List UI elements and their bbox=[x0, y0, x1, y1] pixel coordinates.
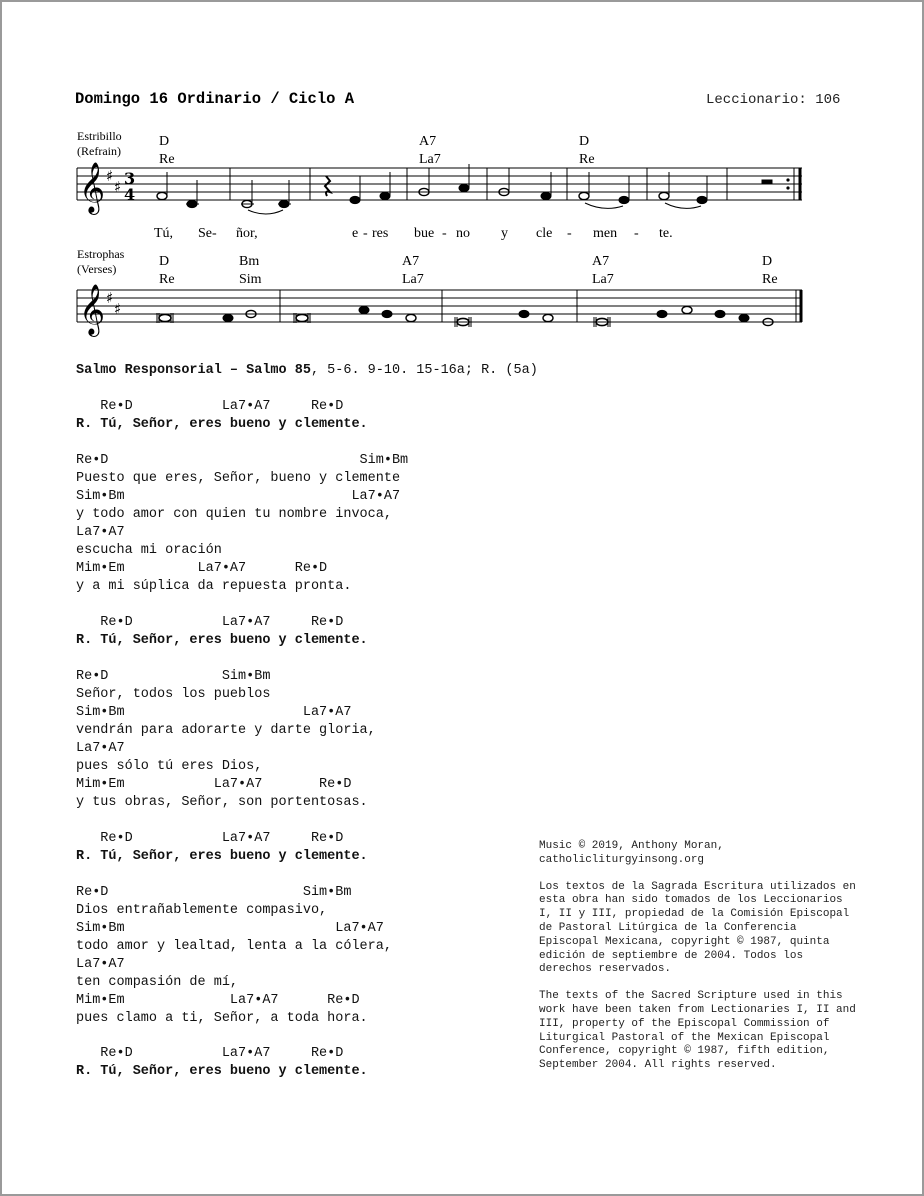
chord-line: La7•A7 bbox=[76, 525, 125, 540]
lyric-syllable: te. bbox=[659, 226, 673, 241]
chord-name: Bm bbox=[239, 254, 260, 269]
chord-line: Mim•Em La7•A7 Re•D bbox=[76, 777, 352, 792]
chord-line: Re•D Sim•Bm bbox=[76, 885, 352, 900]
verses-label-en: (Verses) bbox=[77, 262, 117, 276]
lyric-syllable: ñor, bbox=[236, 226, 258, 241]
lyric-syllable: e bbox=[352, 226, 359, 241]
refrain-block bbox=[76, 1045, 368, 1081]
english-copyright: The texts of the Sacred Scripture used in this work have been taken from Lectionaries I, II and III, property of the Episcopal Commission of Liturgical Pastoral of the Mexican Episcopal Conference, copyright © 1987, fifth edition, September 2004. All rights reserved. bbox=[539, 990, 856, 1072]
chord-name: D bbox=[159, 254, 170, 269]
psalm-title: Salmo Responsorial – Salmo 85 bbox=[76, 363, 311, 378]
chord-name-es: La7 bbox=[592, 272, 614, 287]
refrain-block bbox=[76, 398, 368, 434]
chord-line: Sim•Bm La7•A7 bbox=[76, 705, 352, 720]
chord-name: D bbox=[579, 134, 590, 149]
chord-line: Re•D La7•A7 Re•D bbox=[76, 1046, 344, 1061]
lyric-syllable: res bbox=[372, 226, 389, 241]
verse-line: ten compasión de mí, bbox=[76, 975, 239, 990]
refrain-label: Estribillo bbox=[77, 129, 122, 143]
verse-line: pues sólo tú eres Dios, bbox=[76, 759, 263, 774]
chord-name: A7 bbox=[402, 254, 420, 269]
verse-line: todo amor y lealtad, lenta a la cólera, bbox=[76, 939, 392, 954]
lyric-hyphen: - bbox=[567, 226, 572, 241]
lyric-syllable: cle bbox=[536, 226, 553, 241]
chord-name-es: Re bbox=[762, 272, 778, 287]
lyric-syllable: Se- bbox=[198, 226, 217, 241]
sharp-icon: ♯ bbox=[114, 300, 122, 318]
verse-block bbox=[76, 884, 392, 1028]
chord-name-es: La7 bbox=[402, 272, 424, 287]
chord-name-es: Re bbox=[159, 272, 175, 287]
verse-line: escucha mi oración bbox=[76, 543, 222, 558]
lyric-syllable: bue bbox=[414, 226, 435, 241]
chord-line: Sim•Bm La7•A7 bbox=[76, 489, 401, 504]
lyric-syllable: Tú, bbox=[154, 226, 174, 241]
verse-line: Puesto que eres, Señor, bueno y clemente bbox=[76, 471, 401, 486]
chord-name-es: Re bbox=[579, 152, 595, 167]
verse-line: pues clamo a ti, Señor, a toda hora. bbox=[76, 1011, 368, 1026]
lyric-syllable: no bbox=[456, 226, 470, 241]
time-signature: 3 bbox=[124, 169, 136, 188]
chord-name-es: Sim bbox=[239, 272, 262, 287]
refrain-block bbox=[76, 830, 368, 866]
verse-line: Dios entrañablemente compasivo, bbox=[76, 903, 328, 918]
music-copyright: Music © 2019, Anthony Moran, catholicliturgyinsong.org bbox=[539, 840, 724, 866]
verse-line: y a mi súplica da repuesta pronta. bbox=[76, 579, 352, 594]
lyric-hyphen: - bbox=[363, 226, 368, 241]
spanish-copyright: Los textos de la Sagrada Escritura utilizados en esta obra han sido tomados de los Leccionarios I, II y III, propiedad de la Comisión Episcopal de Pastoral Litúrgica de la Conferencia Episcopal Mexicana, copyright © 1987, quinta edición de septiembre de 2004. Todos los derechos reservados. bbox=[539, 880, 856, 976]
copyright-notes bbox=[539, 840, 859, 1086]
lyric-syllable: men bbox=[593, 226, 618, 241]
sharp-icon: ♯ bbox=[106, 167, 114, 185]
chord-name: A7 bbox=[419, 134, 437, 149]
chord-line: Mim•Em La7•A7 Re•D bbox=[76, 561, 328, 576]
chord-name: D bbox=[762, 254, 773, 269]
refrain-lyrics bbox=[154, 226, 673, 241]
psalm-heading bbox=[76, 363, 538, 378]
verse-line: vendrán para adorarte y darte gloria, bbox=[76, 723, 376, 738]
treble-clef-icon: 𝄞 bbox=[79, 162, 106, 213]
chord-line: Re•D La7•A7 Re•D bbox=[76, 615, 344, 630]
page-title: Domingo 16 Ordinario / Ciclo A bbox=[75, 90, 355, 108]
verse-line: y tus obras, Señor, son portentosas. bbox=[76, 795, 368, 810]
chord-line: Re•D Sim•Bm bbox=[76, 669, 271, 684]
refrain-text: R. Tú, Señor, eres bueno y clemente. bbox=[76, 417, 368, 432]
lectionary-number: Leccionario: 106 bbox=[706, 92, 841, 108]
verse-block bbox=[76, 668, 376, 812]
chord-line: Sim•Bm La7•A7 bbox=[76, 921, 384, 936]
chord-line: La7•A7 bbox=[76, 957, 125, 972]
sharp-icon: ♯ bbox=[106, 289, 114, 307]
sharp-icon: ♯ bbox=[114, 178, 122, 196]
psalm-verses-ref: , 5-6. 9-10. 15-16a; R. (5a) bbox=[310, 363, 538, 378]
music-notation bbox=[62, 124, 822, 339]
refrain-staff bbox=[77, 168, 802, 200]
verses-staff bbox=[77, 290, 802, 322]
chord-name-es: La7 bbox=[419, 152, 441, 167]
refrain-text: R. Tú, Señor, eres bueno y clemente. bbox=[76, 1064, 368, 1079]
chord-line: Re•D La7•A7 Re•D bbox=[76, 831, 344, 846]
time-signature: 4 bbox=[124, 185, 136, 204]
chord-name: D bbox=[159, 134, 170, 149]
chord-line: La7•A7 bbox=[76, 741, 125, 756]
treble-clef-icon: 𝄞 bbox=[79, 284, 106, 335]
refrain-label-en: (Refrain) bbox=[77, 144, 121, 158]
chord-line: Re•D La7•A7 Re•D bbox=[76, 399, 344, 414]
verse-block bbox=[76, 452, 408, 596]
verse-line: Señor, todos los pueblos bbox=[76, 687, 271, 702]
verse-line: y todo amor con quien tu nombre invoca, bbox=[76, 507, 392, 522]
refrain-text: R. Tú, Señor, eres bueno y clemente. bbox=[76, 633, 368, 648]
chord-name: A7 bbox=[592, 254, 610, 269]
chord-line: Re•D Sim•Bm bbox=[76, 453, 409, 468]
chord-line: Mim•Em La7•A7 Re•D bbox=[76, 993, 360, 1008]
refrain-notes bbox=[157, 164, 772, 214]
lyric-hyphen: - bbox=[634, 226, 639, 241]
verses-label: Estrophas bbox=[77, 247, 125, 261]
lyric-hyphen: - bbox=[442, 226, 447, 241]
chord-name-es: Re bbox=[159, 152, 175, 167]
refrain-text: R. Tú, Señor, eres bueno y clemente. bbox=[76, 849, 368, 864]
refrain-block bbox=[76, 614, 368, 650]
lyric-syllable: y bbox=[501, 226, 508, 241]
verses-notes bbox=[157, 306, 773, 327]
